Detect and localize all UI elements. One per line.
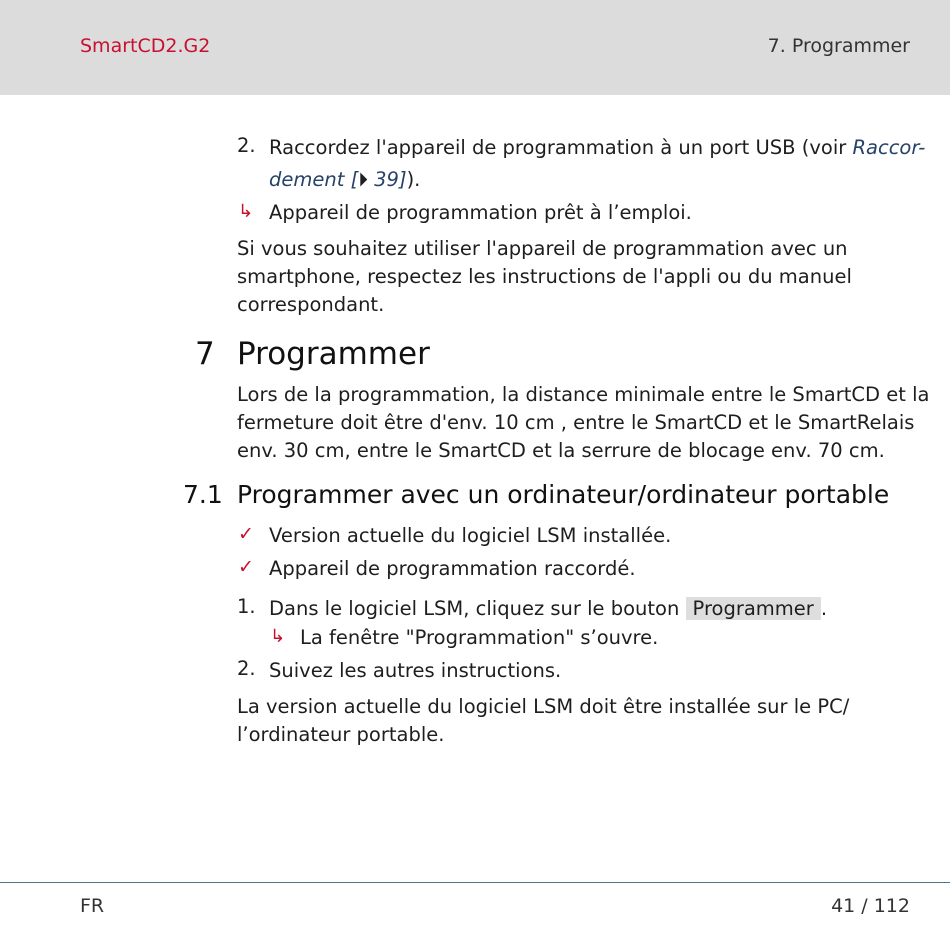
paragraph-line: correspondant. (237, 293, 385, 316)
link-text[interactable]: dement [ (269, 168, 359, 191)
cross-reference-link[interactable]: Raccor- (852, 136, 926, 159)
cross-reference-link-continued[interactable] (269, 168, 407, 191)
product-name: SmartCD2.G2 (80, 35, 211, 57)
step-text: Suivez les autres instructions. (269, 659, 562, 682)
section-number: 7 (195, 336, 215, 372)
footer-language: FR (80, 895, 105, 917)
prerequisite-item: Version actuelle du logiciel LSM installée. (269, 524, 672, 547)
prerequisite-item: Appareil de programmation raccordé. (269, 557, 636, 580)
step-text-continued (269, 166, 420, 194)
result-text: La fenêtre "Programmation" s’ouvre. (300, 626, 659, 649)
checkmark-icon: ✓ (238, 556, 254, 578)
chapter-title: 7. Programmer (767, 35, 910, 57)
step-number: 2. (237, 657, 256, 680)
paragraph-line: Si vous souhaitez utiliser l'appareil de programmation avec un (237, 237, 848, 260)
checkmark-icon: ✓ (238, 523, 254, 545)
subsection-number: 7.1 (183, 480, 223, 509)
programmer-button-label: Programmer (686, 597, 821, 620)
paragraph-line: l’ordinateur portable. (237, 723, 445, 746)
paragraph-line: fermeture doit être d'env. 10 cm , entre le SmartCD et le SmartRelais (237, 411, 915, 434)
step-number: 2. (237, 134, 256, 157)
subsection-title: Programmer avec un ordinateur/ordinateur portable (237, 480, 890, 509)
return-arrow-icon: ↳ (238, 201, 254, 222)
paragraph-line: smartphone, respectez les instructions de l'appli ou du manuel (237, 265, 852, 288)
paragraph-line: La version actuelle du logiciel LSM doit être installée sur le PC/ (237, 695, 850, 718)
step-number: 1. (237, 595, 256, 618)
step-text-end: . (820, 597, 828, 620)
page-header (0, 0, 950, 95)
section-title: Programmer (237, 336, 430, 372)
step-text (269, 595, 827, 623)
paragraph-line: Lors de la programmation, la distance minimale entre le SmartCD et la (237, 383, 930, 406)
page-number: 41 / 112 (831, 895, 910, 917)
step-text (269, 134, 925, 162)
link-page[interactable]: 39] (367, 168, 407, 191)
result-text: Appareil de programmation prêt à l’emploi. (269, 201, 692, 224)
footer-divider (0, 882, 950, 883)
return-arrow-icon: ↳ (270, 626, 286, 647)
step-text-content: Dans le logiciel LSM, cliquez sur le bouton (269, 597, 686, 620)
paragraph-line: env. 30 cm, entre le SmartCD et la serrure de blocage env. 70 cm. (237, 439, 885, 462)
step-text-content: Raccordez l'appareil de programmation à un port USB (voir (269, 136, 853, 159)
step-text-end: ). (406, 168, 421, 191)
triangle-right-icon: ⏵ (358, 168, 368, 191)
